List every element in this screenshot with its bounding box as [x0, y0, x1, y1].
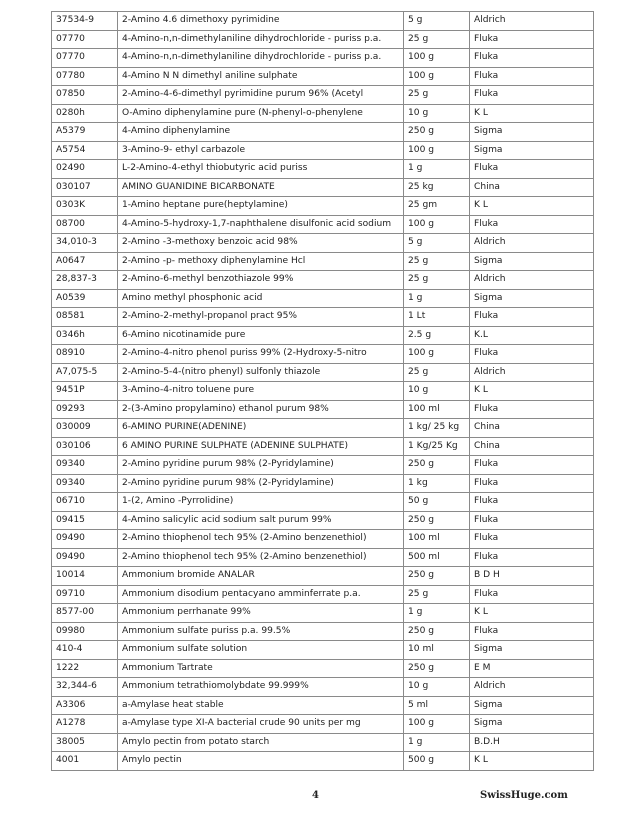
- pack-size: 10 g: [404, 382, 470, 401]
- product-name: 3-Amino-9- ethyl carbazole: [118, 141, 404, 160]
- table-row: [52, 604, 594, 623]
- table-row: [52, 271, 594, 290]
- product-name: 4-Amino-n,n-dimethylaniline dihydrochloride - puriss p.a.: [118, 49, 404, 68]
- pack-size: 100 g: [404, 215, 470, 234]
- supplier: Fluka: [470, 511, 594, 530]
- product-name: Ammonium Tartrate: [118, 659, 404, 678]
- supplier: B D H: [470, 567, 594, 586]
- catalog-number: 030009: [52, 419, 118, 438]
- table-row: [52, 752, 594, 771]
- product-name: 2-Amino-2-methyl-propanol pract 95%: [118, 308, 404, 327]
- catalog-number: 410-4: [52, 641, 118, 660]
- supplier: K L: [470, 604, 594, 623]
- product-name: Amino methyl phosphonic acid: [118, 289, 404, 308]
- catalog-number: A0539: [52, 289, 118, 308]
- product-name: 2-Amino 4.6 dimethoxy pyrimidine: [118, 12, 404, 31]
- pack-size: 100 g: [404, 67, 470, 86]
- product-name: Amylo pectin from potato starch: [118, 733, 404, 752]
- supplier: China: [470, 419, 594, 438]
- table-row: [52, 289, 594, 308]
- product-name: L-2-Amino-4-ethyl thiobutyric acid puriss: [118, 160, 404, 179]
- supplier: K.L: [470, 326, 594, 345]
- supplier: Fluka: [470, 215, 594, 234]
- supplier: Fluka: [470, 400, 594, 419]
- supplier: Fluka: [470, 585, 594, 604]
- catalog-number: 02490: [52, 160, 118, 179]
- pack-size: 5 g: [404, 12, 470, 31]
- catalog-number: 38005: [52, 733, 118, 752]
- table-row: [52, 49, 594, 68]
- catalog-number: A5754: [52, 141, 118, 160]
- catalog-number: 08581: [52, 308, 118, 327]
- catalog-number: 09340: [52, 456, 118, 475]
- pack-size: 1 kg/ 25 kg: [404, 419, 470, 438]
- product-name: a-Amylase heat stable: [118, 696, 404, 715]
- supplier: Fluka: [470, 530, 594, 549]
- supplier: China: [470, 437, 594, 456]
- catalog-number: 09710: [52, 585, 118, 604]
- product-name: 4-Amino N N dimethyl aniline sulphate: [118, 67, 404, 86]
- pack-size: 100 g: [404, 715, 470, 734]
- catalog-number: 0346h: [52, 326, 118, 345]
- catalog-number: 030107: [52, 178, 118, 197]
- pack-size: 100 ml: [404, 530, 470, 549]
- table-row: [52, 12, 594, 31]
- catalog-body: [52, 12, 594, 771]
- table-row: [52, 530, 594, 549]
- catalog-number: 07850: [52, 86, 118, 105]
- product-name: 2-Amino thiophenol tech 95% (2-Amino benzenethiol): [118, 530, 404, 549]
- pack-size: 50 g: [404, 493, 470, 512]
- table-row: [52, 308, 594, 327]
- supplier: Fluka: [470, 548, 594, 567]
- product-name: 2-Amino-5-4-(nitro phenyl) sulfonly thiazole: [118, 363, 404, 382]
- table-row: [52, 197, 594, 216]
- product-name: 2-Amino -p- methoxy diphenylamine Hcl: [118, 252, 404, 271]
- product-name: 3-Amino-4-nitro toluene pure: [118, 382, 404, 401]
- pack-size: 1 kg: [404, 474, 470, 493]
- pack-size: 1 Kg/25 Kg: [404, 437, 470, 456]
- supplier: Aldrich: [470, 271, 594, 290]
- catalog-number: 07770: [52, 49, 118, 68]
- catalog-number: 06710: [52, 493, 118, 512]
- pack-size: 100 g: [404, 345, 470, 364]
- supplier: Fluka: [470, 86, 594, 105]
- pack-size: 250 g: [404, 659, 470, 678]
- catalog-number: 28,837-3: [52, 271, 118, 290]
- supplier: Sigma: [470, 141, 594, 160]
- table-row: [52, 178, 594, 197]
- supplier: Sigma: [470, 123, 594, 142]
- catalog-number: 08700: [52, 215, 118, 234]
- catalog-number: 8577-00: [52, 604, 118, 623]
- pack-size: 250 g: [404, 567, 470, 586]
- product-name: Ammonium sulfate solution: [118, 641, 404, 660]
- pack-size: 10 ml: [404, 641, 470, 660]
- product-name: 4-Amino-n,n-dimethylaniline dihydrochloride - puriss p.a.: [118, 30, 404, 49]
- supplier: Fluka: [470, 49, 594, 68]
- table-row: [52, 437, 594, 456]
- pack-size: 250 g: [404, 511, 470, 530]
- table-row: [52, 493, 594, 512]
- pack-size: 25 kg: [404, 178, 470, 197]
- product-name: a-Amylase type XI-A bacterial crude 90 units per mg: [118, 715, 404, 734]
- pack-size: 5 g: [404, 234, 470, 253]
- product-name: Amylo pectin: [118, 752, 404, 771]
- product-name: 6-AMINO PURINE(ADENINE): [118, 419, 404, 438]
- product-name: Ammonium bromide ANALAR: [118, 567, 404, 586]
- supplier: E M: [470, 659, 594, 678]
- product-name: 2-Amino thiophenol tech 95% (2-Amino benzenethiol): [118, 548, 404, 567]
- catalog-number: A5379: [52, 123, 118, 142]
- table-row: [52, 511, 594, 530]
- catalog-number: 09340: [52, 474, 118, 493]
- catalog-number: 32,344-6: [52, 678, 118, 697]
- table-row: [52, 585, 594, 604]
- table-row: [52, 400, 594, 419]
- table-row: [52, 733, 594, 752]
- catalog-number: A1278: [52, 715, 118, 734]
- pack-size: 25 g: [404, 271, 470, 290]
- catalog-number: 1222: [52, 659, 118, 678]
- catalog-number: 09293: [52, 400, 118, 419]
- supplier: K L: [470, 104, 594, 123]
- product-name: 2-Amino pyridine purum 98% (2-Pyridylamine): [118, 474, 404, 493]
- product-name: 4-Amino salicylic acid sodium salt purum 99%: [118, 511, 404, 530]
- catalog-number: 09980: [52, 622, 118, 641]
- pack-size: 1 Lt: [404, 308, 470, 327]
- supplier: Sigma: [470, 289, 594, 308]
- supplier: Fluka: [470, 622, 594, 641]
- table-row: [52, 141, 594, 160]
- product-name: 2-Amino pyridine purum 98% (2-Pyridylamine): [118, 456, 404, 475]
- supplier: Fluka: [470, 67, 594, 86]
- pack-size: 1 g: [404, 289, 470, 308]
- pack-size: 100 g: [404, 141, 470, 160]
- supplier: K L: [470, 752, 594, 771]
- pack-size: 5 ml: [404, 696, 470, 715]
- site-name: SwissHuge.com: [480, 790, 568, 801]
- pack-size: 250 g: [404, 456, 470, 475]
- product-name: 6-Amino nicotinamide pure: [118, 326, 404, 345]
- table-row: [52, 326, 594, 345]
- supplier: Fluka: [470, 345, 594, 364]
- supplier: Aldrich: [470, 678, 594, 697]
- pack-size: 100 g: [404, 49, 470, 68]
- catalog-number: 07770: [52, 30, 118, 49]
- table-row: [52, 215, 594, 234]
- table-row: [52, 474, 594, 493]
- supplier: K L: [470, 197, 594, 216]
- pack-size: 1 g: [404, 160, 470, 179]
- supplier: Aldrich: [470, 12, 594, 31]
- catalog-number: 4001: [52, 752, 118, 771]
- product-name: 2-(3-Amino propylamino) ethanol purum 98%: [118, 400, 404, 419]
- table-row: [52, 548, 594, 567]
- product-name: 1-Amino heptane pure(heptylamine): [118, 197, 404, 216]
- product-name: Ammonium perrhanate 99%: [118, 604, 404, 623]
- pack-size: 10 g: [404, 678, 470, 697]
- table-row: [52, 67, 594, 86]
- product-name: Ammonium sulfate puriss p.a. 99.5%: [118, 622, 404, 641]
- supplier: Sigma: [470, 696, 594, 715]
- table-row: [52, 696, 594, 715]
- table-row: [52, 659, 594, 678]
- supplier: Aldrich: [470, 234, 594, 253]
- catalog-number: 0303K: [52, 197, 118, 216]
- supplier: Fluka: [470, 160, 594, 179]
- product-name: 6 AMINO PURINE SULPHATE (ADENINE SULPHATE): [118, 437, 404, 456]
- catalog-number: 08910: [52, 345, 118, 364]
- catalog-number: A3306: [52, 696, 118, 715]
- supplier: B.D.H: [470, 733, 594, 752]
- pack-size: 25 gm: [404, 197, 470, 216]
- supplier: Fluka: [470, 30, 594, 49]
- table-row: [52, 363, 594, 382]
- table-row: [52, 104, 594, 123]
- pack-size: 25 g: [404, 363, 470, 382]
- table-row: [52, 622, 594, 641]
- table-row: [52, 86, 594, 105]
- table-row: [52, 715, 594, 734]
- supplier: Fluka: [470, 493, 594, 512]
- supplier: Fluka: [470, 456, 594, 475]
- table-row: [52, 678, 594, 697]
- pack-size: 1 g: [404, 604, 470, 623]
- catalog-number: 37534-9: [52, 12, 118, 31]
- catalog-number: A7,075-5: [52, 363, 118, 382]
- product-name: Ammonium tetrathiomolybdate 99.999%: [118, 678, 404, 697]
- table-row: [52, 160, 594, 179]
- product-name: O-Amino diphenylamine pure (N-phenyl-o-phenylene: [118, 104, 404, 123]
- catalog-number: 10014: [52, 567, 118, 586]
- supplier: K L: [470, 382, 594, 401]
- pack-size: 500 ml: [404, 548, 470, 567]
- supplier: Sigma: [470, 715, 594, 734]
- product-name: 4-Amino diphenylamine: [118, 123, 404, 142]
- catalog-number: 09415: [52, 511, 118, 530]
- pack-size: 250 g: [404, 123, 470, 142]
- catalog-number: 030106: [52, 437, 118, 456]
- supplier: China: [470, 178, 594, 197]
- pack-size: 100 ml: [404, 400, 470, 419]
- table-row: [52, 345, 594, 364]
- product-name: 2-Amino-4-nitro phenol puriss 99% (2-Hydroxy-5-nitro: [118, 345, 404, 364]
- supplier: Fluka: [470, 308, 594, 327]
- pack-size: 25 g: [404, 585, 470, 604]
- table-row: [52, 252, 594, 271]
- pack-size: 500 g: [404, 752, 470, 771]
- product-name: 2-Amino -3-methoxy benzoic acid 98%: [118, 234, 404, 253]
- catalog-number: 07780: [52, 67, 118, 86]
- product-name: Ammonium disodium pentacyano amminferrate p.a.: [118, 585, 404, 604]
- product-name: 1-(2, Amino -PyrroIidine): [118, 493, 404, 512]
- catalog-number: 0280h: [52, 104, 118, 123]
- supplier: Fluka: [470, 474, 594, 493]
- table-row: [52, 234, 594, 253]
- product-name: AMINO GUANIDINE BICARBONATE: [118, 178, 404, 197]
- catalog-number: 09490: [52, 530, 118, 549]
- page-number: 4: [312, 790, 319, 801]
- table-row: [52, 30, 594, 49]
- product-name: 2-Amino-6-methyl benzothiazole 99%: [118, 271, 404, 290]
- pack-size: 25 g: [404, 252, 470, 271]
- product-name: 2-Amino-4-6-dimethyl pyrimidine purum 96% (Acetyl: [118, 86, 404, 105]
- pack-size: 1 g: [404, 733, 470, 752]
- pack-size: 2.5 g: [404, 326, 470, 345]
- catalog-number: A0647: [52, 252, 118, 271]
- pack-size: 10 g: [404, 104, 470, 123]
- supplier: Sigma: [470, 252, 594, 271]
- catalog-number: 9451P: [52, 382, 118, 401]
- catalog-number: 34,010-3: [52, 234, 118, 253]
- pack-size: 25 g: [404, 86, 470, 105]
- product-catalog-table: [51, 11, 594, 771]
- table-row: [52, 456, 594, 475]
- pack-size: 250 g: [404, 622, 470, 641]
- supplier: Aldrich: [470, 363, 594, 382]
- catalog-number: 09490: [52, 548, 118, 567]
- pack-size: 25 g: [404, 30, 470, 49]
- supplier: Sigma: [470, 641, 594, 660]
- table-row: [52, 419, 594, 438]
- table-row: [52, 382, 594, 401]
- table-row: [52, 123, 594, 142]
- table-row: [52, 641, 594, 660]
- table-row: [52, 567, 594, 586]
- product-name: 4-Amino-5-hydroxy-1,7-naphthalene disulfonic acid sodium: [118, 215, 404, 234]
